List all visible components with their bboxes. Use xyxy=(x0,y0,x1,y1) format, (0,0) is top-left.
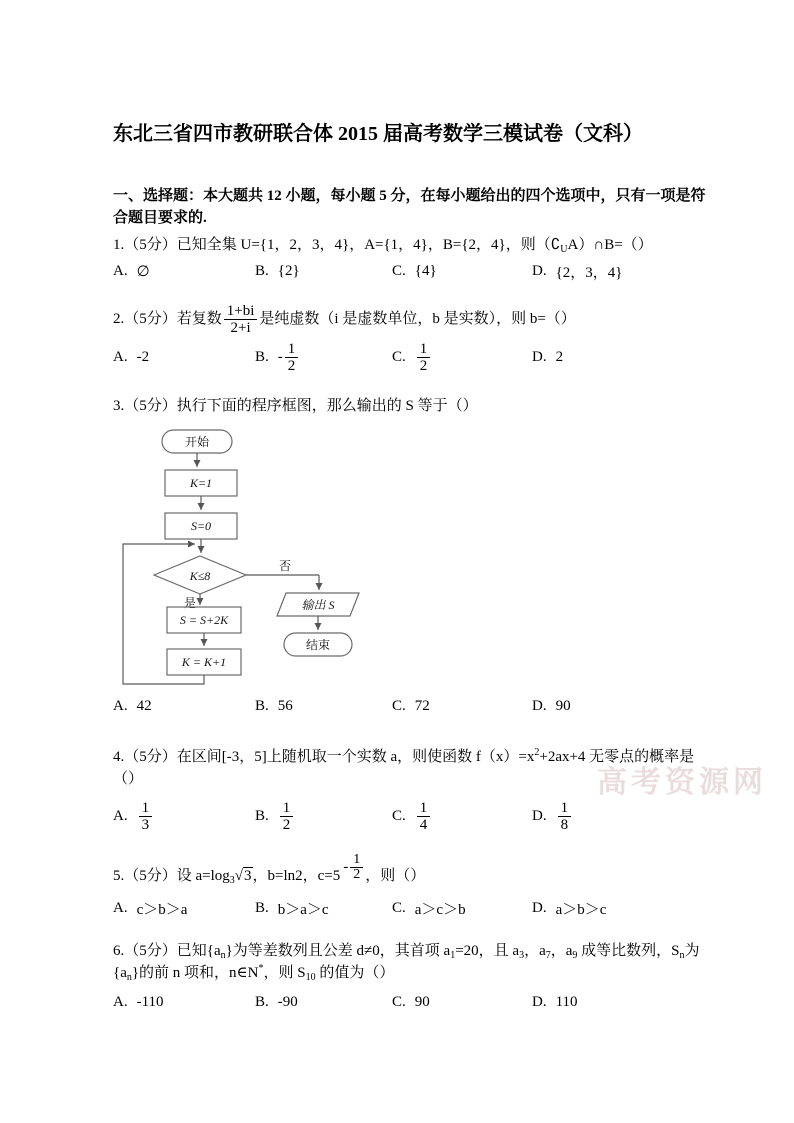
option-label: D. xyxy=(532,993,547,1010)
option-content: 90 xyxy=(414,993,430,1010)
option-1d xyxy=(532,261,713,282)
option-content: $\frac{1}{3}$ xyxy=(137,800,155,833)
option-1c xyxy=(392,261,532,282)
option-label: C. xyxy=(392,808,406,824)
option-2d xyxy=(532,341,713,374)
option-label: D. xyxy=(532,349,547,365)
question-2-stem: 2.（5分）若复数 $\frac{1+bi}{2+i}$ 是纯虚数（i 是虚数单位，b 是实数），则 b=（） xyxy=(113,303,576,336)
option-content: 42 xyxy=(136,697,152,714)
option-label: B. xyxy=(255,993,269,1010)
question-4 xyxy=(113,746,713,833)
option-content: 56 xyxy=(277,697,293,714)
option-5d xyxy=(532,898,713,919)
option-label: C. xyxy=(392,349,406,365)
option-3b xyxy=(255,696,392,716)
option-label: C. xyxy=(392,900,406,916)
option-content: $\frac{1}{4}$ xyxy=(415,800,433,833)
option-label: A. xyxy=(113,808,128,824)
option-4b xyxy=(255,800,392,833)
flowchart-end-label: 结束 xyxy=(305,638,331,652)
option-label: A. xyxy=(113,697,128,714)
flowchart-svg xyxy=(115,427,365,689)
option-4d xyxy=(532,800,713,833)
option-content: -110 xyxy=(136,993,164,1010)
option-label: C. xyxy=(392,263,406,279)
option-label: B. xyxy=(255,263,269,279)
option-content: 72 xyxy=(414,697,430,714)
option-2b xyxy=(255,341,392,374)
option-label: D. xyxy=(532,263,547,279)
option-label: A. xyxy=(113,900,128,916)
question-6 xyxy=(113,940,713,1012)
page-content xyxy=(113,121,713,1033)
option-content: a＞b＞c xyxy=(555,902,607,918)
question-4-stem: 4.（5分）在区间[-3，5]上随机取一个实数 a，则使函数 $f(x)=x^2+2ax+4$ 无零点的概率是（） xyxy=(113,747,695,787)
option-label: B. xyxy=(255,900,269,916)
question-5 xyxy=(113,851,713,919)
option-label: B. xyxy=(255,349,269,365)
page-title: 东北三省四市教研联合体 2015 届高考数学三模试卷（文科） xyxy=(113,123,643,145)
option-content: -2 xyxy=(136,349,150,365)
flowchart-init-k-label: K=1 xyxy=(189,476,213,490)
option-1b xyxy=(255,261,392,282)
option-content: $\frac{1}{8}$ xyxy=(556,800,574,833)
flowchart-assign-k-label: K = K+1 xyxy=(181,655,227,669)
option-content: {2} xyxy=(277,263,300,279)
option-5c xyxy=(392,898,532,919)
option-label: A. xyxy=(113,263,128,279)
option-1a xyxy=(113,261,255,282)
flowchart-init-s-label: S=0 xyxy=(190,519,212,533)
option-6a xyxy=(113,992,255,1012)
option-2a xyxy=(113,341,255,374)
flowchart-condition-label: K≤8 xyxy=(189,569,211,583)
option-6c xyxy=(392,992,532,1012)
option-5a xyxy=(113,898,255,919)
option-content: 110 xyxy=(555,993,578,1010)
option-6b xyxy=(255,992,392,1012)
option-content: 90 xyxy=(555,697,571,714)
flowchart-no-label: 否 xyxy=(278,559,292,573)
option-label: D. xyxy=(532,808,547,824)
question-6-options xyxy=(113,992,713,1012)
question-3-options xyxy=(113,696,713,716)
option-content: -90 xyxy=(277,993,298,1010)
option-content: - $\frac{1}{2}$ xyxy=(278,341,301,374)
option-label: B. xyxy=(255,808,269,824)
option-label: C. xyxy=(392,697,406,714)
option-4a xyxy=(113,800,255,833)
flowchart-output-label: 输出 S xyxy=(301,598,335,612)
option-6d xyxy=(532,992,713,1012)
option-content: $\frac{1}{2}$ xyxy=(278,800,296,833)
option-label: A. xyxy=(113,349,128,365)
option-content: c＞b＞a xyxy=(136,902,188,918)
option-content: $\frac{1}{2}$ xyxy=(415,341,433,374)
flowchart-figure xyxy=(115,427,713,694)
question-3-stem: 3.（5分）执行下面的程序框图，那么输出的 S 等于（） xyxy=(113,398,478,414)
option-3a xyxy=(113,696,255,716)
option-3d xyxy=(532,696,713,716)
option-4c xyxy=(392,800,532,833)
flowchart-yes-label: 是 xyxy=(183,596,197,610)
option-2c xyxy=(392,341,532,374)
option-content: b＞a＞c xyxy=(277,902,329,918)
question-3 xyxy=(113,395,713,716)
option-label: D. xyxy=(532,900,547,916)
option-content: a＞c＞b xyxy=(414,902,466,918)
flowchart-start-label: 开始 xyxy=(184,435,210,449)
question-2-options xyxy=(113,341,713,374)
option-label: B. xyxy=(255,697,269,714)
option-content: 2 xyxy=(555,349,564,365)
question-1 xyxy=(113,234,713,282)
question-5-options xyxy=(113,898,713,919)
option-3c xyxy=(392,696,532,716)
question-4-options xyxy=(113,800,713,833)
question-5-stem: 5.（5分）设 $a=\log_3√3$，b=ln2，c=5 - $\frac{1}{2}$ ，则（） xyxy=(113,851,426,886)
option-content: ∅ xyxy=(136,264,150,280)
option-5b xyxy=(255,898,392,919)
question-1-options xyxy=(113,261,713,282)
option-content: {4} xyxy=(414,263,437,279)
option-content: {2，3，4} xyxy=(555,265,623,281)
section-heading: 一、选择题：本大题共 12 小题，每小题 5 分，在每小题给出的四个选项中，只有一项是符合题目要求的. xyxy=(113,188,706,226)
option-label: C. xyxy=(392,993,406,1010)
question-1-stem: 1.（5分）已知全集 U={1，2，3，4}，A={1，4}，B={2，4}，则$(∁_UA)\cap B=()$ xyxy=(113,237,653,255)
option-label: D. xyxy=(532,697,547,714)
flowchart-assign-s-label: S = S+2K xyxy=(179,613,229,627)
question-6-stem: 6.（5分）已知$\{a_n\}$为等差数列且公差 d≠0，其首项 $a_1=20$，且 $a_3$，$a_7$，$a_9$ 成等比数列，$S_n$为$\{a_n\}$的前 n 项和，n∈N*，则 $S_{10}$ 的值为（） xyxy=(113,943,700,983)
question-2 xyxy=(113,303,713,374)
option-label: A. xyxy=(113,993,128,1010)
watermark: 高考资源网 xyxy=(597,766,767,799)
